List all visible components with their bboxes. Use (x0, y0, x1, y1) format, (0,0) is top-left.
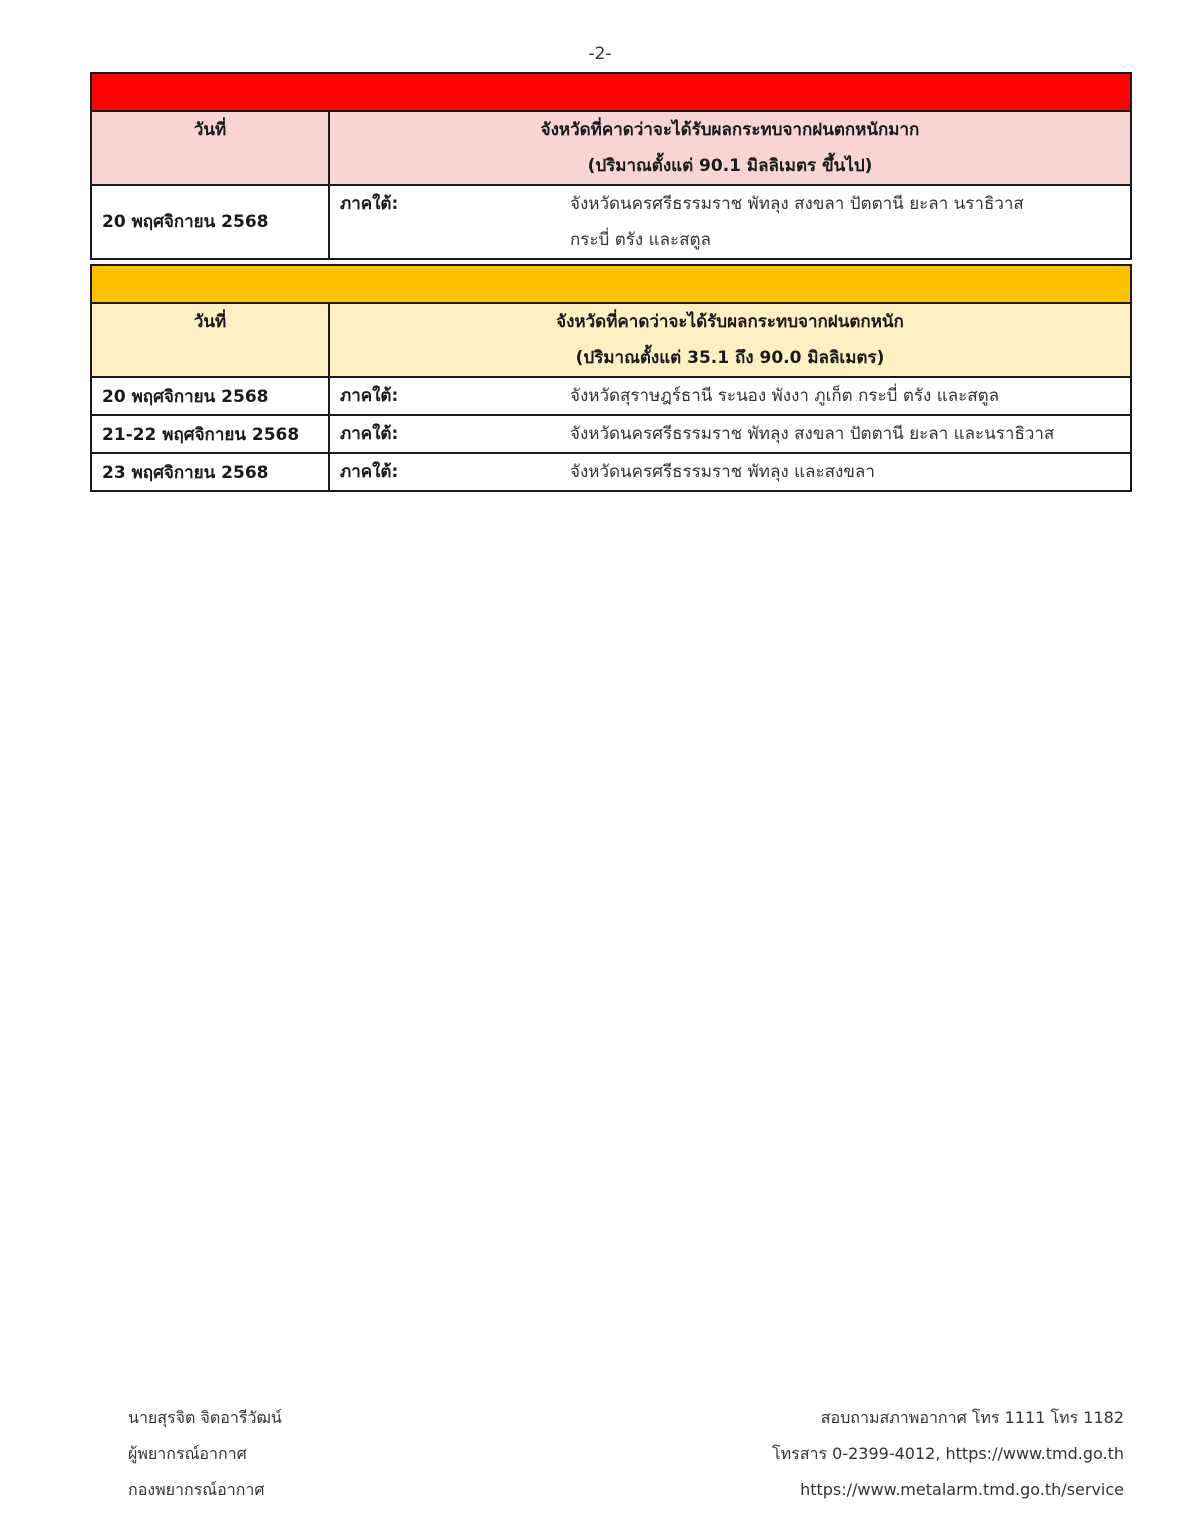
region-label: ภาคใต้: (340, 424, 399, 444)
date-column-header: วันที่ (91, 303, 329, 377)
very-heavy-rain-table (90, 72, 1132, 260)
signature-block (128, 1400, 282, 1508)
region-label: ภาคใต้: (340, 194, 399, 214)
heavy-rain-table (90, 264, 1132, 492)
provinces-text: จังหวัดนครศรีธรรมราช พัทลุง และสงขลา (570, 462, 875, 482)
signer-title: ผู้พยากรณ์อากาศ (128, 1444, 247, 1463)
contact-phone: สอบถามสภาพอากาศ โทร 1111 โทร 1182 (820, 1408, 1124, 1427)
contact-service-link[interactable]: https://www.metalarm.tmd.go.th/service (800, 1480, 1124, 1499)
table-row (91, 453, 1131, 491)
page-number: -2- (588, 44, 612, 64)
region-label: ภาคใต้: (340, 462, 399, 482)
provinces-line: กระบี่ ตรัง และสตูล (570, 230, 711, 250)
red-table-header (91, 111, 1131, 185)
contact-block (772, 1400, 1124, 1508)
table-row (91, 415, 1131, 453)
provinces-column-header (329, 111, 1131, 185)
date-cell: 20 พฤศจิกายน 2568 (91, 377, 329, 415)
date-cell: 21-22 พฤศจิกายน 2568 (91, 415, 329, 453)
region-cell (329, 415, 1131, 453)
orange-warning-band (91, 265, 1131, 303)
orange-table-header (91, 303, 1131, 377)
table-row (91, 377, 1131, 415)
provinces-line: จังหวัดนครศรีธรรมราช พัทลุง สงขลา ปัตตานี ยะลา นราธิวาส (570, 194, 1024, 214)
date-cell: 23 พฤศจิกายน 2568 (91, 453, 329, 491)
header-threshold: (ปริมาณตั้งแต่ 35.1 ถึง 90.0 มิลลิเมตร) (575, 348, 885, 368)
signer-name: นายสุรจิต จิตอารีวัฒน์ (128, 1408, 282, 1427)
region-cell (329, 185, 1131, 259)
red-warning-band (91, 73, 1131, 111)
red-band-cell (91, 73, 1131, 111)
date-cell: 20 พฤศจิกายน 2568 (91, 185, 329, 259)
contact-fax-website: โทรสาร 0-2399-4012, https://www.tmd.go.th (772, 1444, 1124, 1463)
provinces-text (570, 186, 1120, 258)
signer-division: กองพยากรณ์อากาศ (128, 1480, 265, 1499)
date-column-header: วันที่ (91, 111, 329, 185)
provinces-column-header (329, 303, 1131, 377)
header-threshold: (ปริมาณตั้งแต่ 90.1 มิลลิเมตร ขึ้นไป) (587, 156, 873, 176)
table-row (91, 185, 1131, 259)
header-title: จังหวัดที่คาดว่าจะได้รับผลกระทบจากฝนตกหนัก (556, 312, 904, 332)
region-cell (329, 453, 1131, 491)
region-cell (329, 377, 1131, 415)
orange-band-cell (91, 265, 1131, 303)
provinces-text: จังหวัดนครศรีธรรมราช พัทลุง สงขลา ปัตตานี ยะลา และนราธิวาส (570, 424, 1055, 444)
header-title: จังหวัดที่คาดว่าจะได้รับผลกระทบจากฝนตกหนักมาก (540, 120, 920, 140)
provinces-text: จังหวัดสุราษฎร์ธานี ระนอง พังงา ภูเก็ต กระบี่ ตรัง และสตูล (570, 386, 1000, 406)
region-label: ภาคใต้: (340, 386, 399, 406)
